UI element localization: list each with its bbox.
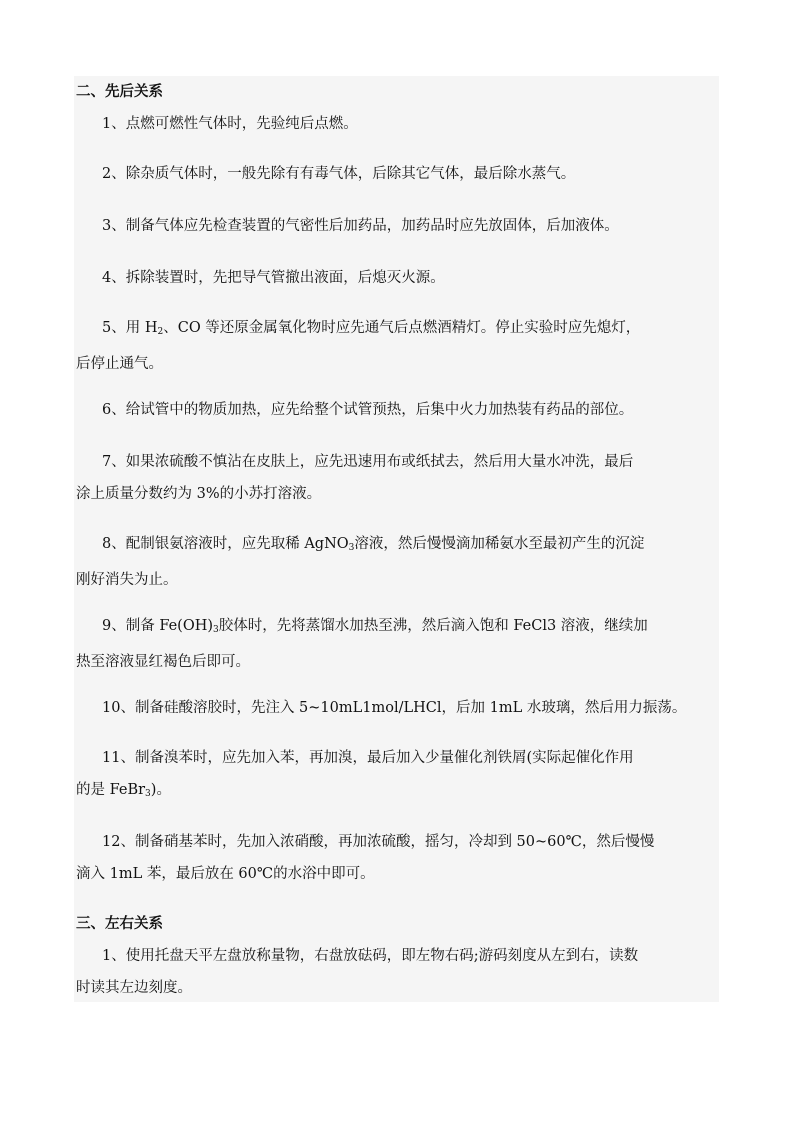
list-item: [74, 940, 719, 1004]
item-text-line2: 刚好消失为止。: [76, 572, 178, 588]
list-item: [74, 210, 719, 242]
item-text: 10、制备硅酸溶胶时，先注入 5~10mL1mol/LHCl，后加 1mL 水玻璃，然后用力振荡。: [102, 700, 687, 716]
list-item: [74, 394, 719, 426]
item-text: 1、使用托盘天平左盘放称量物，右盘放砝码，即左物右码;游码刻度从左到右，读数: [102, 948, 639, 964]
section-heading: 二、先后关系: [76, 83, 163, 100]
item-text: 11、制备溴苯时，应先加入苯，再加溴，最后加入少量催化剂铁屑(实际起催化作用: [102, 750, 634, 766]
list-item: [74, 158, 719, 190]
item-text: 溶液，然后慢慢滴加稀氨水至最初产生的沉淀: [354, 536, 645, 552]
list-item: [74, 446, 719, 510]
subscript: 3: [145, 789, 151, 799]
list-item: [74, 312, 719, 380]
item-text-line2: [74, 774, 719, 810]
item-text: 9、制备 Fe(OH): [102, 618, 214, 634]
list-item: [74, 826, 719, 890]
item-text: )。: [150, 782, 171, 798]
list-item: [74, 610, 719, 678]
list-item: [74, 742, 719, 810]
item-text: 6、给试管中的物质加热，应先给整个试管预热，后集中火力加热装有药品的部位。: [102, 402, 634, 418]
item-text: 胶体时，先将蒸馏水加热至沸，然后滴入饱和 FeCl3 溶液，继续加: [218, 618, 648, 634]
item-text: 4、拆除装置时，先把导气管撤出液面，后熄灭火源。: [102, 270, 445, 286]
item-text-line2: 滴入 1mL 苯，最后放在 60℃的水浴中即可。: [76, 866, 375, 882]
list-item: [74, 108, 719, 140]
list-item: [74, 262, 719, 294]
list-item: [74, 528, 719, 596]
item-text: 12、制备硝基苯时，先加入浓硝酸，再加浓硫酸，摇匀，冷却到 50~60℃，然后慢慢: [102, 834, 655, 850]
content-area: [74, 76, 719, 1002]
item-text: 1、点燃可燃性气体时，先验纯后点燃。: [102, 116, 358, 132]
list-item: [74, 692, 719, 724]
item-text: 、CO 等还原金属氧化物时应先通气后点燃酒精灯。停止实验时应先熄灯，: [163, 320, 641, 336]
section-heading: 三、左右关系: [76, 915, 163, 932]
subscript: 3: [348, 543, 355, 553]
item-text: 5、用 H: [102, 320, 158, 336]
item-text: 8、配制银氨溶液时，应先取稀 AgNO: [102, 536, 349, 552]
item-text-line2: 热至溶液显红褐色后即可。: [76, 654, 250, 670]
item-text: 的是 FeBr: [76, 782, 146, 798]
item-text-line2: 时读其左边刻度。: [76, 980, 192, 996]
item-text: 3、制备气体应先检查装置的气密性后加药品，加药品时应先放固体，后加液体。: [102, 218, 619, 234]
subscript: 3: [213, 625, 219, 635]
subscript: 2: [157, 327, 164, 337]
item-text: 7、如果浓硫酸不慎沾在皮肤上，应先迅速用布或纸拭去，然后用大量水冲洗，最后: [102, 454, 634, 470]
item-text-line2: 后停止通气。: [76, 356, 163, 372]
item-text: 2、除杂质气体时，一般先除有有毒气体，后除其它气体，最后除水蒸气。: [102, 166, 576, 182]
item-text-line2: 涂上质量分数约为 3%的小苏打溶液。: [76, 486, 322, 502]
